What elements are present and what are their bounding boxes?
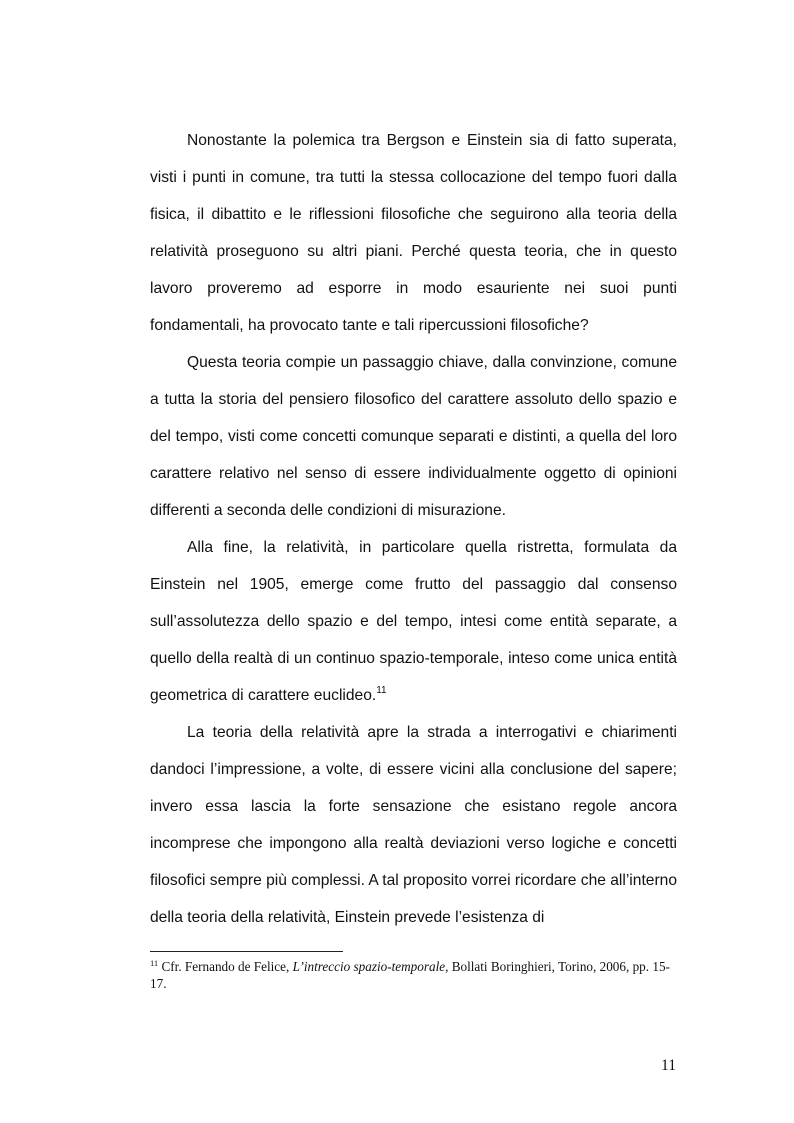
paragraph-3-text: Alla fine, la relatività, in particolare quella ristretta, formulata da Einstein nel 1905, emerge come frutto del passaggio dal consenso sull’assolutezza dello spazio e del tempo, intesi come entità separate, a quello della realtà di un continuo spazio-temporale, inteso come unica entità geometrica di carattere euclideo. [150, 539, 677, 704]
footnote [150, 959, 677, 992]
paragraph-4-text: La teoria della relatività apre la strada a interrogativi e chiarimenti dandoci l’impressione, a volte, di essere vicini alla conclusione del sapere; invero essa lascia la forte sensazione che esistano regole ancora incomprese che impongono alla realtà deviazioni verso logiche e concetti filosofici sempre più complessi. A tal proposito vorrei ricordare che all’interno della teoria della relatività, Einstein prevede l’esistenza di [150, 724, 677, 926]
footnote-prefix: Cfr. Fernando de Felice, [161, 959, 293, 974]
footnote-suffix: , Bollati Boringhieri, Torino, 2006, pp. 15-17. [150, 959, 670, 991]
page-number: 11 [660, 1057, 676, 1074]
paragraph-1-text: Nonostante la polemica tra Bergson e Einstein sia di fatto superata, visti i punti in comune, tra tutti la stessa collocazione del tempo fuori dalla fisica, il dibattito e le riflessioni filosofiche che seguirono alla teoria della relatività proseguono su altri piani. Perché questa teoria, che in questo lavoro proveremo ad esporre in modo esauriente nei suoi punti fondamentali, ha provocato tante e tali ripercussioni filosofiche? [150, 132, 677, 334]
footnote-book-title: L’intreccio spazio-temporale [292, 959, 446, 974]
footnote-separator [150, 951, 343, 952]
paragraph-2-text: Questa teoria compie un passaggio chiave, dalla convinzione, comune a tutta la storia del pensiero filosofico del carattere assoluto dello spazio e del tempo, visti come concetti comunque separati e distinti, a quella del loro carattere relativo nel senso di essere individualmente oggetto di opinioni differenti a seconda delle condizioni di misurazione. [150, 354, 677, 519]
paragraph-3 [150, 529, 677, 714]
footnote-reference[interactable]: 11 [376, 685, 387, 696]
body-text [150, 122, 677, 936]
paragraph-2 [150, 344, 677, 529]
paragraph-4 [150, 714, 677, 936]
footnote-number: 11 [150, 958, 159, 968]
paragraph-1 [150, 122, 677, 344]
